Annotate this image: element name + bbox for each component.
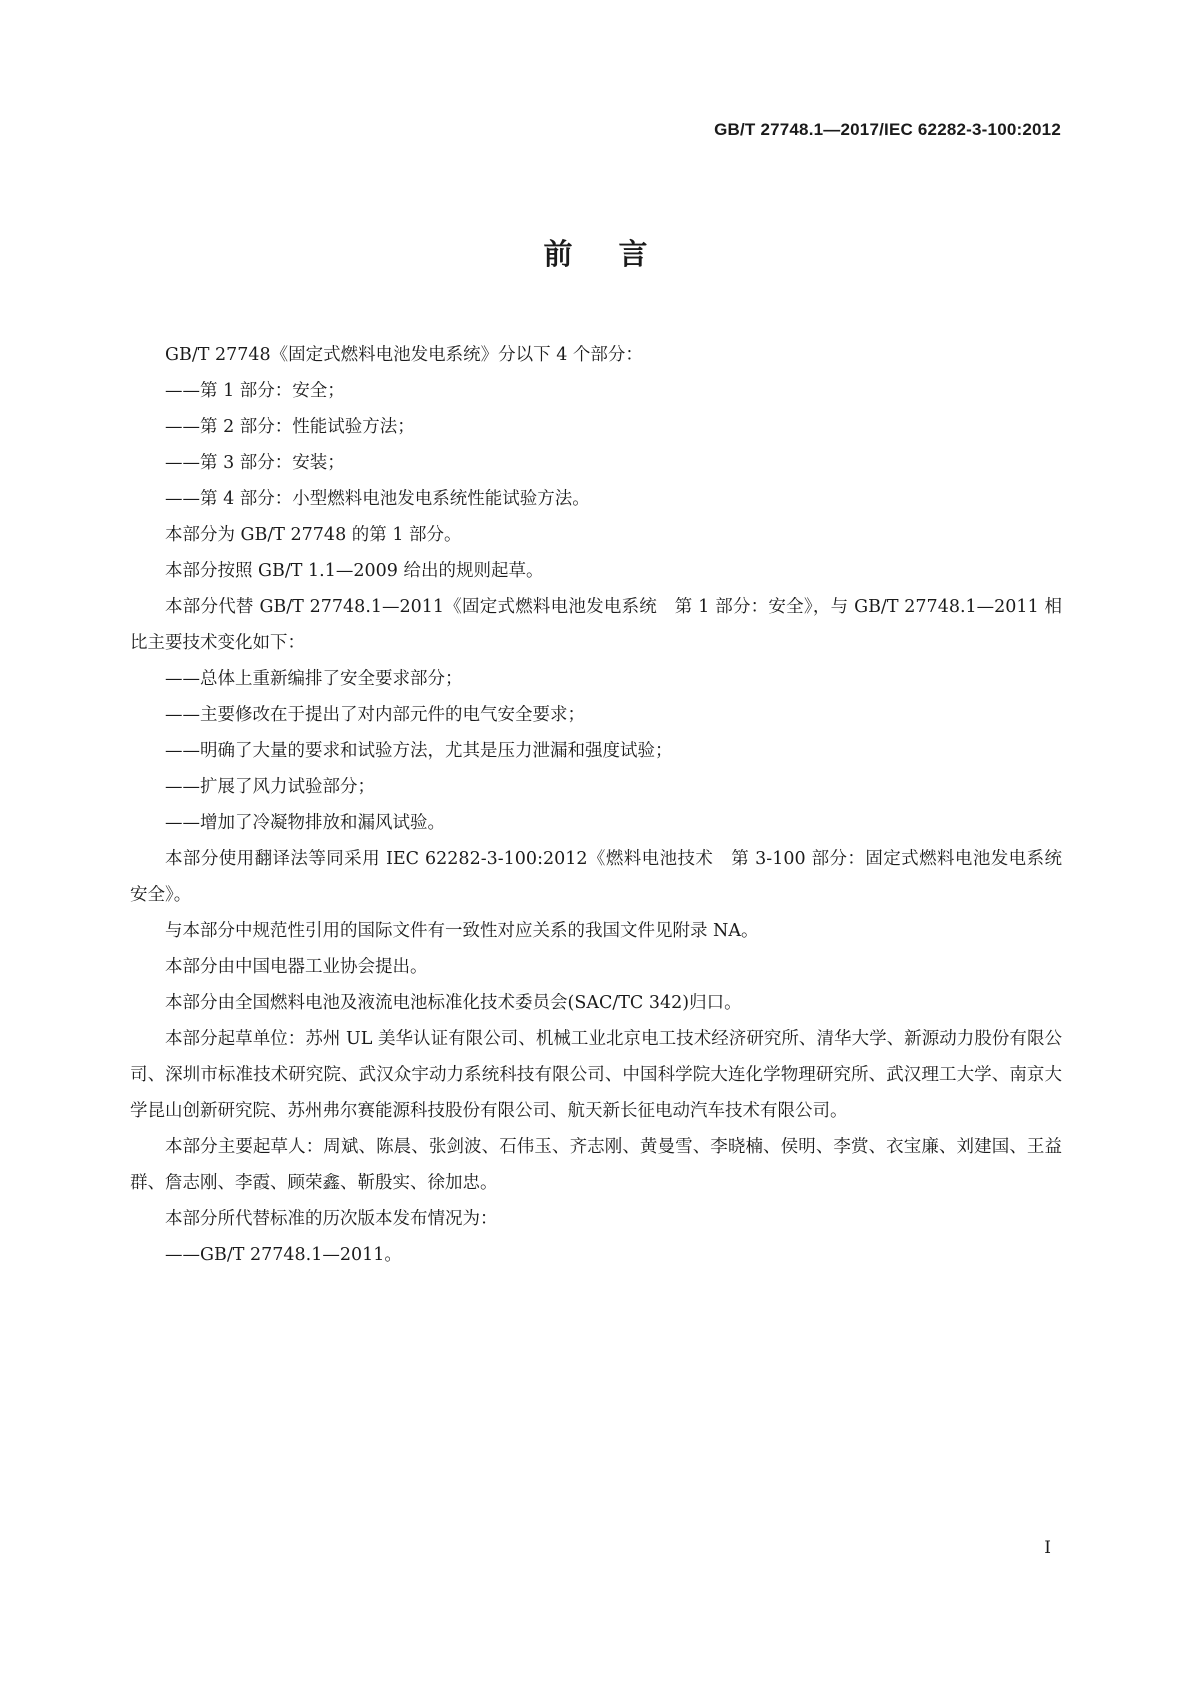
list-item-change-5: ——增加了冷凝物排放和漏风试验。 [165, 813, 445, 833]
paragraph-previous-editions: 本部分所代替标准的历次版本发布情况为： [165, 1209, 498, 1229]
paragraph-drafting-units: 本部分起草单位：苏州 UL 美华认证有限公司、机械工业北京电工技术经济研究所、清华大学、新源动力股份有限公司、深圳市标准技术研究院、武汉众宇动力系统科技有限公司、中国科学院大连化学物理研究所、武汉理工大学、南京大学昆山创新研究院、苏州弗尔赛能源科技股份有限公司、航天新长征电动汽车技术有限公司。 [130, 1029, 1062, 1121]
paragraph-drafting-rules: 本部分按照 GB/T 1.1—2009 给出的规则起草。 [165, 561, 544, 581]
list-item-change-1: ——总体上重新编排了安全要求部分； [165, 669, 463, 689]
paragraph-under-jurisdiction: 本部分由全国燃料电池及液流电池标准化技术委员会(SAC/TC 342)归口。 [165, 993, 742, 1013]
list-item-part-4: ——第 4 部分：小型燃料电池发电系统性能试验方法。 [165, 489, 590, 509]
list-item-part-1: ——第 1 部分：安全； [165, 381, 345, 401]
list-item-change-2: ——主要修改在于提出了对内部元件的电气安全要求； [165, 705, 585, 725]
paragraph-proposed-by: 本部分由中国电器工业协会提出。 [165, 957, 428, 977]
list-item-previous-edition: ——GB/T 27748.1—2011。 [165, 1245, 402, 1265]
list-item-part-3: ——第 3 部分：安装； [165, 453, 345, 473]
list-item-change-4: ——扩展了风力试验部分； [165, 777, 375, 797]
foreword-body [130, 337, 1080, 1273]
list-item-change-3: ——明确了大量的要求和试验方法，尤其是压力泄漏和强度试验； [165, 741, 673, 761]
paragraph-replaces: 本部分代替 GB/T 27748.1—2011《固定式燃料电池发电系统 第 1 部分：安全》，与 GB/T 27748.1—2011 相比主要技术变化如下： [130, 597, 1062, 653]
paragraph-this-part: 本部分为 GB/T 27748 的第 1 部分。 [165, 525, 462, 545]
list-item-part-2: ——第 2 部分：性能试验方法； [165, 417, 415, 437]
paragraph-annex-na: 与本部分中规范性引用的国际文件有一致性对应关系的我国文件见附录 NA。 [165, 921, 759, 941]
paragraph-parts-intro: GB/T 27748《固定式燃料电池发电系统》分以下 4 个部分： [165, 345, 643, 365]
page-number: I [1044, 1538, 1051, 1558]
paragraph-main-drafters: 本部分主要起草人：周斌、陈晨、张剑波、石伟玉、齐志刚、黄曼雪、李晓楠、侯明、李赏、衣宝廉、刘建国、王益群、詹志刚、李霞、顾荣鑫、靳殷实、徐加忠。 [130, 1137, 1062, 1193]
page-title: 前言 [543, 237, 694, 271]
standard-code: GB/T 27748.1—2017/IEC 62282-3-100:2012 [714, 120, 1061, 139]
paragraph-iec-adoption: 本部分使用翻译法等同采用 IEC 62282-3-100:2012《燃料电池技术 第 3-100 部分：固定式燃料电池发电系统 安全》。 [130, 849, 1080, 905]
